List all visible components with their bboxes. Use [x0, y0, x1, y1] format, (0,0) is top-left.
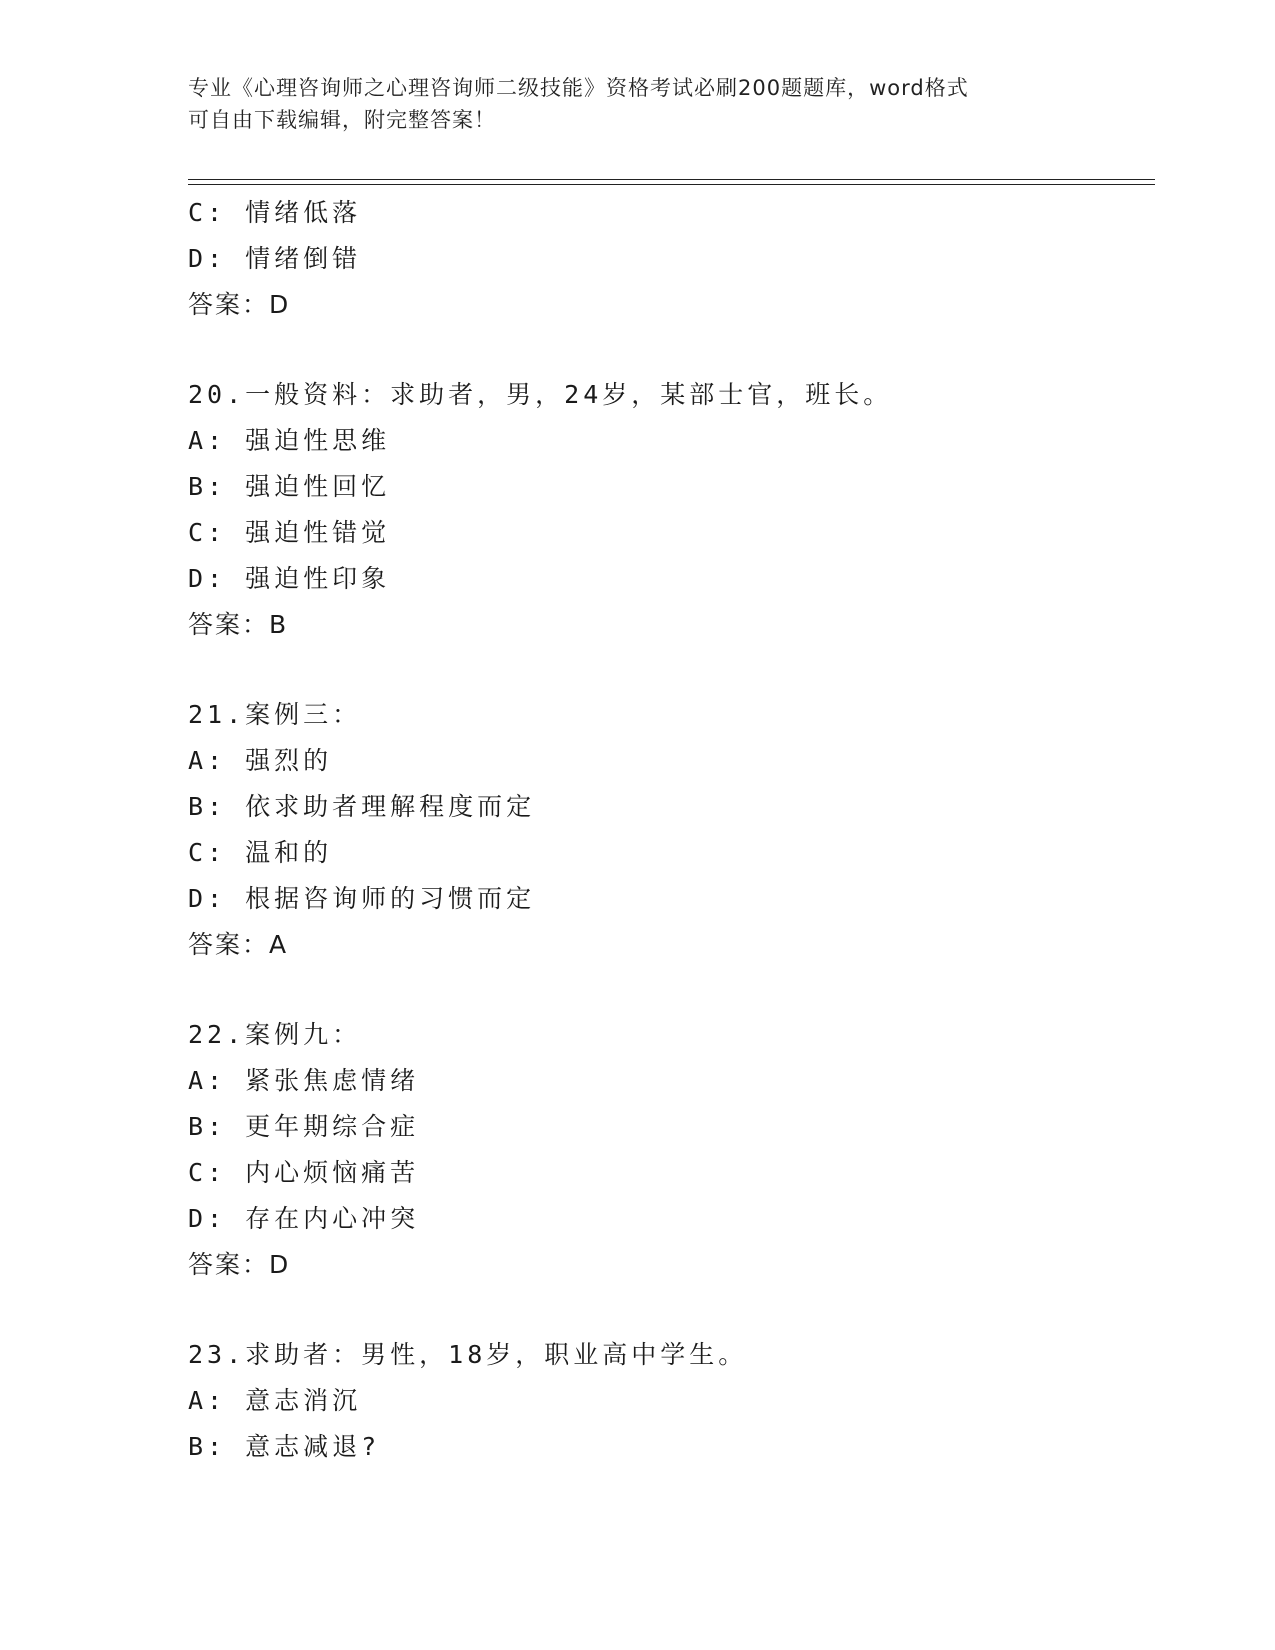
option-line: A: 紧张焦虑情绪: [188, 1066, 420, 1095]
block-spacer: [188, 648, 1148, 692]
option-line: D: 情绪倒错: [188, 244, 362, 273]
option-line: B: 强迫性回忆: [188, 472, 391, 501]
option-line: B: 依求助者理解程度而定: [188, 792, 536, 821]
question-block: [188, 1012, 1148, 1288]
question-stem: 22.案例九：: [188, 1020, 362, 1049]
option-line: D: 强迫性印象: [188, 564, 391, 593]
option-line: A: 意志消沉: [188, 1386, 362, 1415]
header-line-2: 可自由下载编辑，附完整答案！: [188, 108, 496, 132]
answer-line: 答案：D: [188, 1250, 291, 1279]
question-block: [188, 692, 1148, 968]
option-line: D: 存在内心冲突: [188, 1204, 420, 1233]
option-line: C: 内心烦恼痛苦: [188, 1158, 420, 1187]
option-line: A: 强迫性思维: [188, 426, 391, 455]
question-block: [188, 372, 1148, 648]
option-line: D: 根据咨询师的习惯而定: [188, 884, 536, 913]
answer-line: 答案：A: [188, 930, 289, 959]
option-line: B: 更年期综合症: [188, 1112, 420, 1141]
document-header: [188, 72, 1088, 136]
header-divider-top: [188, 179, 1155, 180]
option-line: C: 情绪低落: [188, 198, 362, 227]
answer-line: 答案：B: [188, 610, 289, 639]
question-stem: 20.一般资料：求助者，男，24岁，某部士官，班长。: [188, 380, 893, 409]
option-line: C: 强迫性错觉: [188, 518, 391, 547]
option-line: B: 意志减退?: [188, 1432, 381, 1461]
answer-line: 答案：D: [188, 290, 291, 319]
question-block: [188, 190, 1148, 328]
option-line: C: 温和的: [188, 838, 333, 867]
block-spacer: [188, 328, 1148, 372]
question-block: [188, 1332, 1148, 1470]
header-divider-bottom: [188, 184, 1155, 185]
question-stem: 21.案例三：: [188, 700, 362, 729]
block-spacer: [188, 968, 1148, 1012]
block-spacer: [188, 1288, 1148, 1332]
header-line-1: 专业《心理咨询师之心理咨询师二级技能》资格考试必刷200题题库，word格式: [188, 76, 969, 100]
option-line: A: 强烈的: [188, 746, 333, 775]
question-list: [188, 190, 1148, 1470]
question-stem: 23.求助者：男性，18岁，职业高中学生。: [188, 1340, 748, 1369]
